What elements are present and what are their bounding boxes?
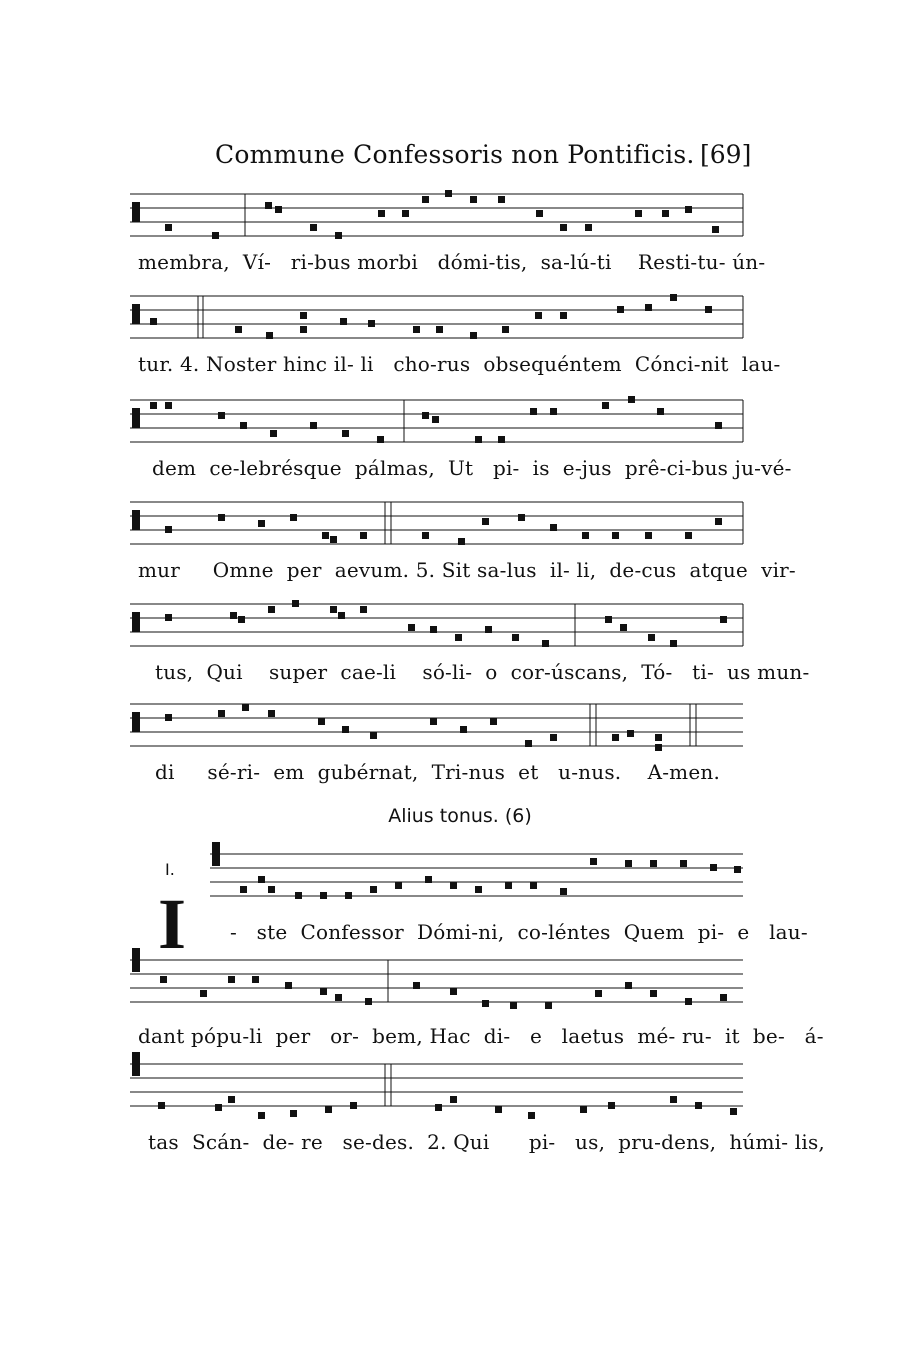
staff-7 xyxy=(210,840,745,906)
chant-system-5 xyxy=(130,600,810,690)
lyrics-line-3: dem ce-lebrésque pálmas, Ut pi- is e-jus prê-ci-bus ju-vé- xyxy=(152,456,792,480)
staff-4 xyxy=(130,498,745,554)
staff-8 xyxy=(130,946,745,1012)
chant-system-8 xyxy=(130,946,824,1048)
chant-system-2 xyxy=(130,292,781,382)
lyrics-line-6: di sé-ri- em gubérnat, Tri-nus et u-nus. A-men. xyxy=(155,760,721,784)
lyrics-line-1: membra, Ví- ri-bus morbi dómi-tis, sa-lú-ti Resti-tu- ún- xyxy=(138,250,766,274)
staff-3 xyxy=(130,396,745,452)
drop-cap-initial: I xyxy=(158,884,187,964)
running-header xyxy=(0,140,900,180)
section-heading: Alius tonus. (6) xyxy=(388,805,532,827)
staff-6 xyxy=(130,700,745,756)
lyrics-line-8: dant pópu-li per or- bem, Hac di- e laetus mé- ru- it be- á- xyxy=(138,1024,824,1048)
lyrics-line-5: tus, Qui super cae-li só-li- o cor-úscans, Tó- ti- us mun- xyxy=(155,660,810,684)
page-title: Commune Confessoris non Pontificis. xyxy=(215,140,695,169)
staff-1 xyxy=(130,190,745,246)
lyrics-line-4: mur Omne per aevum. 5. Sit sa-lus il- li, de-cus atque vir- xyxy=(138,558,796,582)
staff-5 xyxy=(130,600,745,656)
chant-system-3 xyxy=(130,396,792,486)
staff-2 xyxy=(130,292,745,348)
chant-system-9 xyxy=(130,1050,825,1154)
chant-system-1 xyxy=(130,190,766,280)
page-number: [69] xyxy=(700,140,752,169)
chant-system-7 xyxy=(210,840,808,944)
verse-number: I. xyxy=(165,860,175,879)
staff-9 xyxy=(130,1050,745,1116)
lyrics-line-2: tur. 4. Noster hinc il- li cho-rus obsequéntem Cónci-nit lau- xyxy=(138,352,781,376)
lyrics-line-7: - ste Confessor Dómi-ni, co-léntes Quem pi- e lau- xyxy=(230,920,808,944)
chant-system-4 xyxy=(130,498,796,588)
chant-system-6 xyxy=(130,700,745,790)
lyrics-line-9: tas Scán- de- re se-des. 2. Qui pi- us, pru-dens, húmi- lis, xyxy=(148,1130,825,1154)
